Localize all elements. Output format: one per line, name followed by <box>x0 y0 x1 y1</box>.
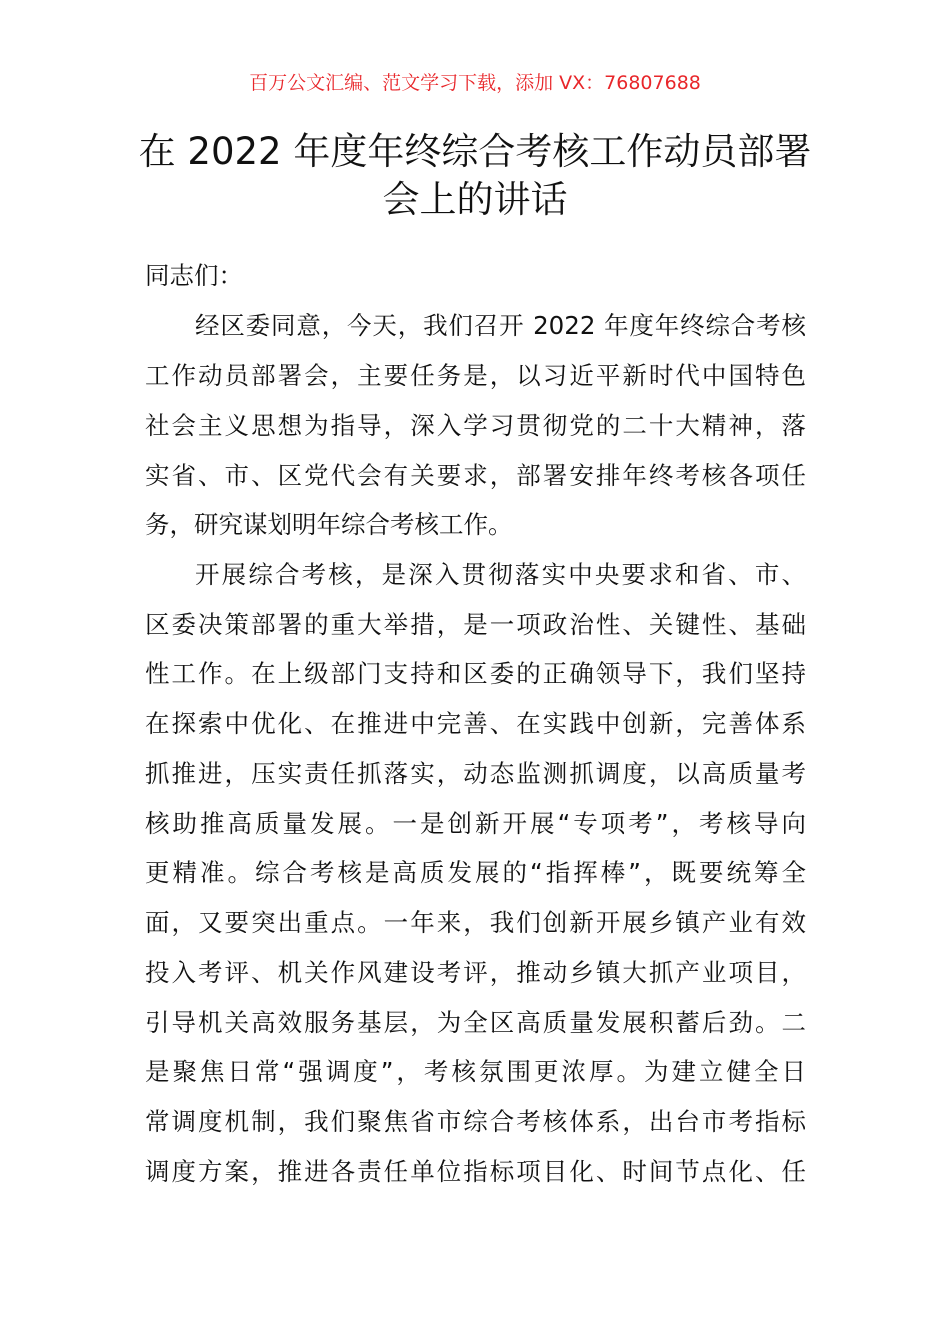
paragraph-line: 抓推进，压实责任抓落实，动态监测抓调度，以高质量考 <box>145 759 806 788</box>
paragraph-line: 务，研究谋划明年综合考核工作。 <box>145 510 513 539</box>
paragraph-line: 在探索中优化、在推进中完善、在实践中创新，完善体系 <box>145 709 806 738</box>
paragraph-line: 常调度机制，我们聚焦省市综合考核体系，出台市考指标 <box>145 1107 806 1136</box>
paragraph-line: 性工作。在上级部门支持和区委的正确领导下，我们坚持 <box>145 659 806 688</box>
paragraph-line: 面，又要突出重点。一年来，我们创新开展乡镇产业有效 <box>145 908 806 937</box>
document-title-line-1: 在 2022 年度年终综合考核工作动员部署 <box>138 130 812 173</box>
paragraph-line: 调度方案，推进各责任单位指标项目化、时间节点化、任 <box>145 1157 806 1186</box>
paragraph-line: 引导机关高效服务基层，为全区高质量发展积蓄后劲。二 <box>145 1008 806 1037</box>
watermark-header: 百万公文汇编、范文学习下载，添加 VX：76807688 <box>249 72 701 94</box>
paragraph-line: 更精准。综合考核是高质发展的“指挥棒”，既要统筹全 <box>145 858 806 887</box>
salutation: 同志们： <box>145 261 243 290</box>
paragraph-line: 社会主义思想为指导，深入学习贯彻党的二十大精神，落 <box>145 411 806 440</box>
paragraph-line: 投入考评、机关作风建设考评，推动乡镇大抓产业项目， <box>145 958 806 987</box>
paragraph-line: 实省、市、区党代会有关要求，部署安排年终考核各项任 <box>145 461 806 490</box>
paragraph-line: 核助推高质量发展。一是创新开展“专项考”，考核导向 <box>145 809 806 838</box>
paragraph-line: 工作动员部署会，主要任务是，以习近平新时代中国特色 <box>145 361 806 390</box>
paragraph-line: 是聚焦日常“强调度”，考核氛围更浓厚。为建立健全日 <box>145 1057 806 1086</box>
paragraph-line: 区委决策部署的重大举措，是一项政治性、关键性、基础 <box>145 610 806 639</box>
paragraph-line: 开展综合考核，是深入贯彻落实中央要求和省、市、 <box>195 560 806 589</box>
paragraph-line: 经区委同意，今天，我们召开 2022 年度年终综合考核 <box>195 311 806 340</box>
document-title-line-2: 会上的讲话 <box>382 178 568 221</box>
